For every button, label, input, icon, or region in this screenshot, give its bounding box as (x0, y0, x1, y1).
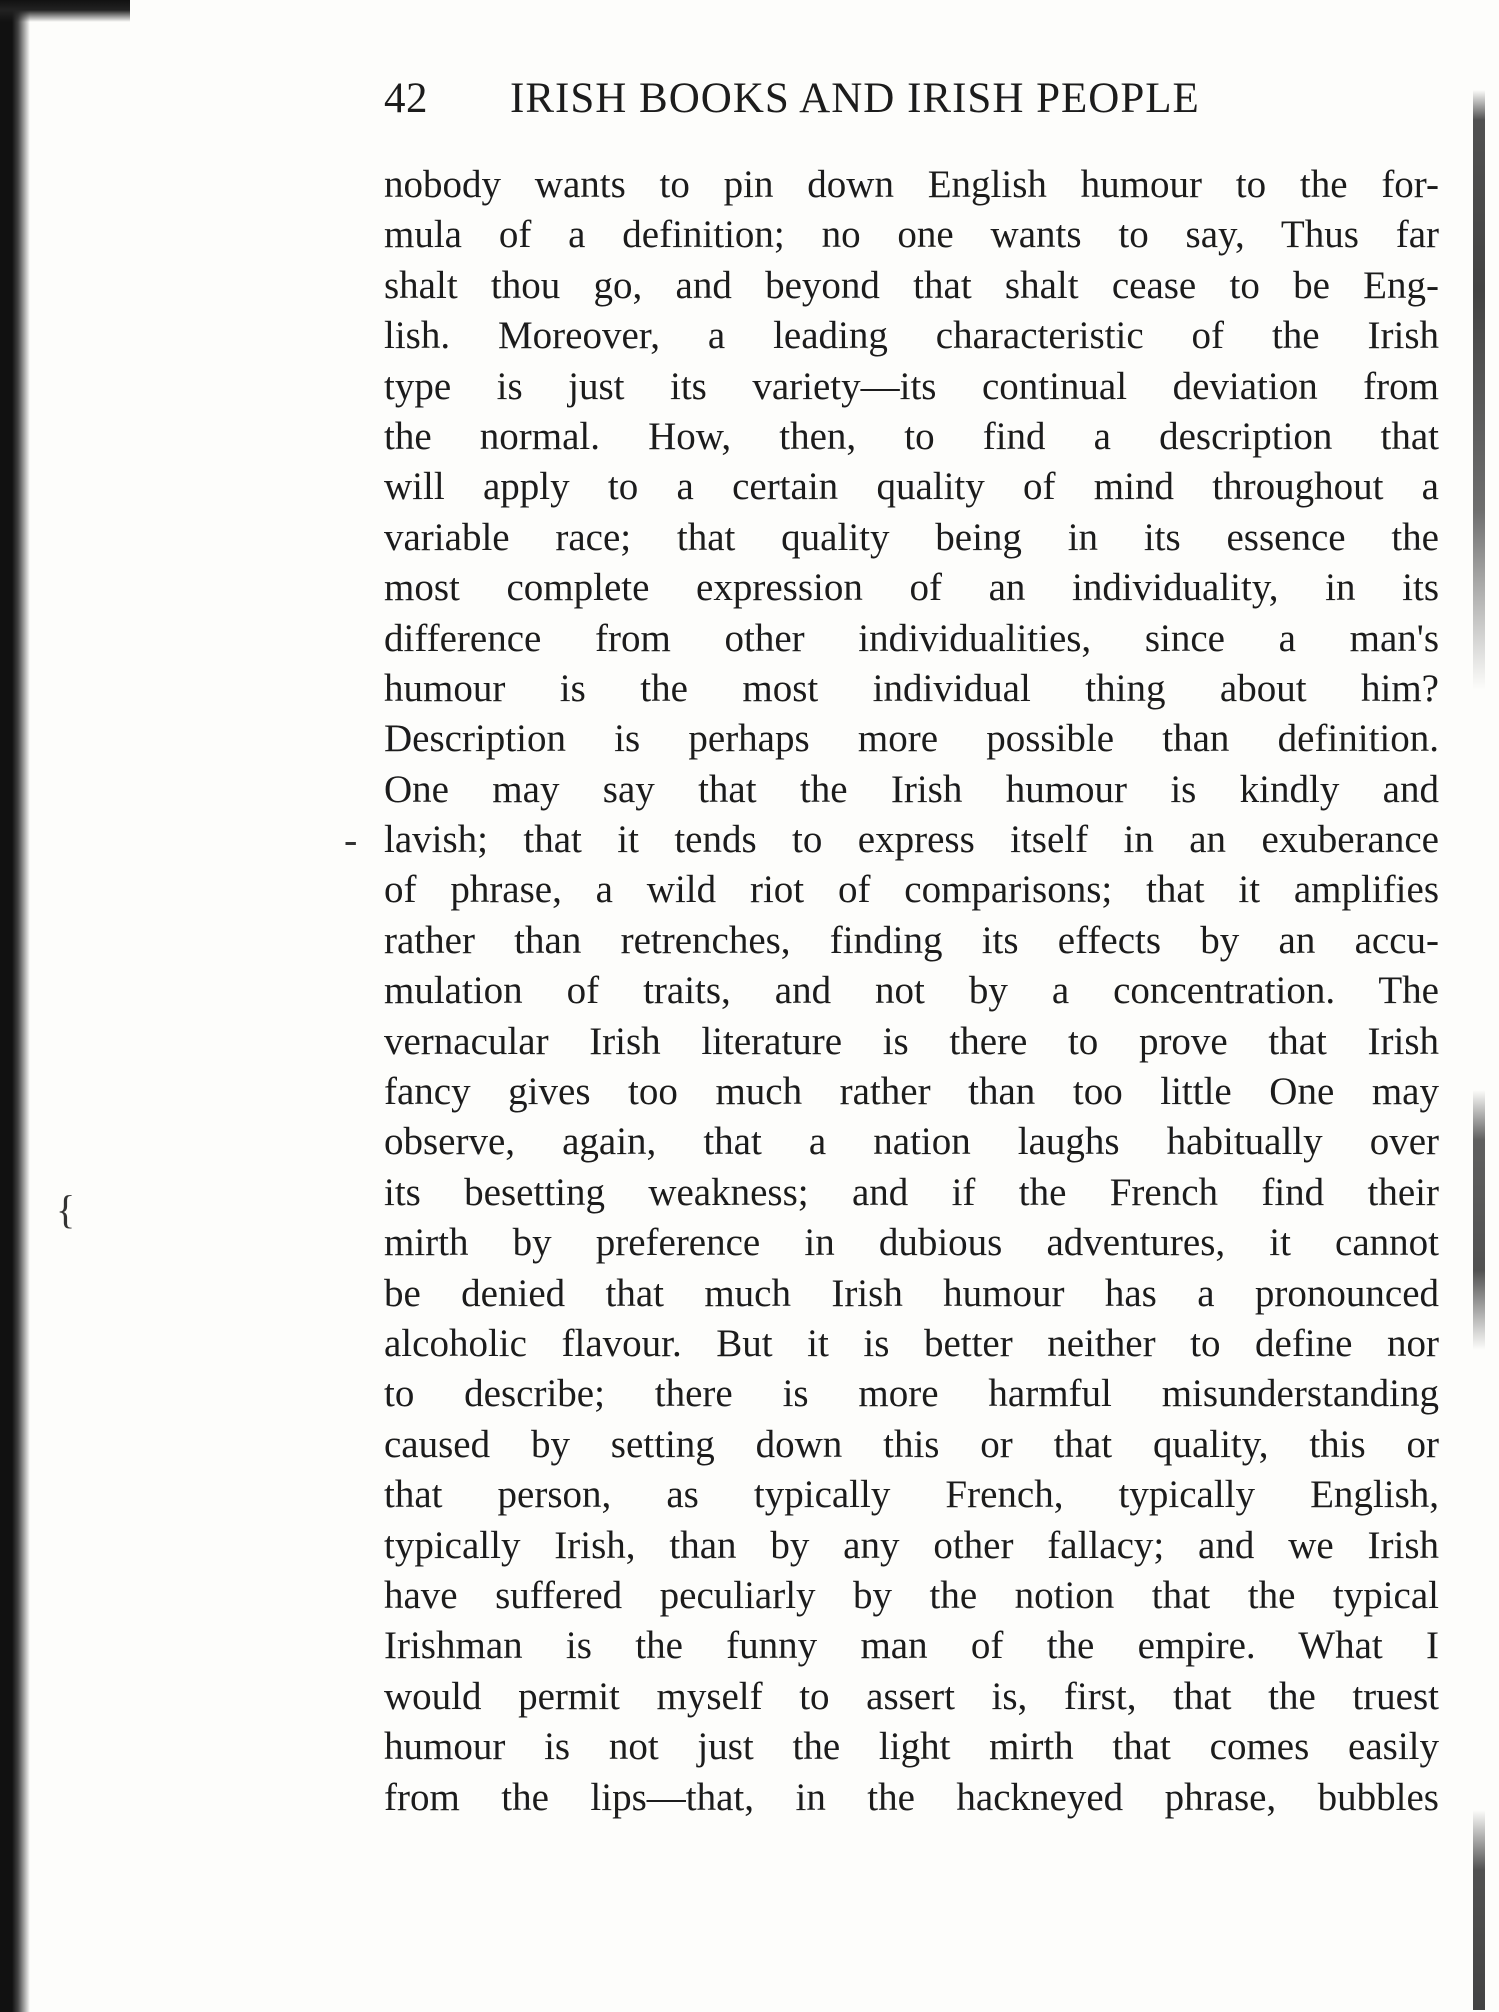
text-line: be denied that much Irish humour has a pronounced (384, 1271, 1439, 1315)
text-line: humour is the most individual thing about him? (384, 666, 1439, 710)
text-line: rather than retrenches, finding its effects by an accu- (384, 918, 1439, 962)
text-line: mula of a definition; no one wants to say, Thus far (384, 213, 1439, 257)
text-line: the normal. How, then, to find a description that (384, 414, 1439, 458)
text-line: lavish; that it tends to express itself in an exuberance (384, 818, 1439, 862)
text-line: lish. Moreover, a leading characteristic of the Irish (384, 314, 1439, 358)
text-line: of phrase, a wild riot of comparisons; that it amplifies (384, 868, 1439, 912)
text-line: will apply to a certain quality of mind throughout a (384, 465, 1439, 509)
page-number: 42 (384, 75, 428, 122)
text-line: typically Irish, than by any other fallacy; and we Irish (384, 1523, 1439, 1567)
text-line: fancy gives too much rather than too little One may (384, 1070, 1439, 1114)
scan-edge-top (0, 0, 130, 22)
running-head: IRISH BOOKS AND IRISH PEOPLE (510, 75, 1200, 122)
margin-brace-mark: { (56, 1187, 76, 1232)
text-line: One may say that the Irish humour is kindly and (384, 767, 1439, 811)
text-line: mirth by preference in dubious adventures, it cannot (384, 1221, 1439, 1265)
text-line: humour is not just the light mirth that comes easily (384, 1725, 1439, 1769)
text-line: alcoholic flavour. But it is better neither to define nor (384, 1321, 1439, 1365)
text-line: difference from other individualities, since a man's (384, 616, 1439, 660)
body-text (384, 160, 1439, 1823)
text-line: most complete expression of an individuality, in its (384, 566, 1439, 610)
text-line: vernacular Irish literature is there to prove that Irish (384, 1019, 1439, 1063)
text-line: that person, as typically French, typically English, (384, 1473, 1439, 1517)
text-line: caused by setting down this or that quality, this or (384, 1422, 1439, 1466)
scan-edge-right (1473, 90, 1485, 2010)
text-line: variable race; that quality being in its essence the (384, 515, 1439, 559)
text-line: would permit myself to assert is, first, that the truest (384, 1674, 1439, 1718)
text-line: Description is perhaps more possible than definition. (384, 717, 1439, 761)
text-line: its besetting weakness; and if the French find their (384, 1170, 1439, 1214)
page-header (384, 74, 1439, 134)
text-line: have suffered peculiarly by the notion that the typical (384, 1573, 1439, 1617)
text-line: from the lips—that, in the hackneyed phrase, bubbles (384, 1775, 1439, 1819)
text-line: Irishman is the funny man of the empire. What I (384, 1624, 1439, 1668)
margin-dash-mark: - (344, 817, 358, 862)
text-line: shalt thou go, and beyond that shalt cease to be Eng- (384, 263, 1439, 307)
text-line: observe, again, that a nation laughs habitually over (384, 1120, 1439, 1164)
text-line: to describe; there is more harmful misunderstanding (384, 1372, 1439, 1416)
scan-edge-left (0, 0, 30, 2012)
text-line: mulation of traits, and not by a concentration. The (384, 969, 1439, 1013)
text-line: nobody wants to pin down English humour to the for- (384, 163, 1439, 206)
text-line: type is just its variety—its continual deviation from (384, 364, 1439, 408)
